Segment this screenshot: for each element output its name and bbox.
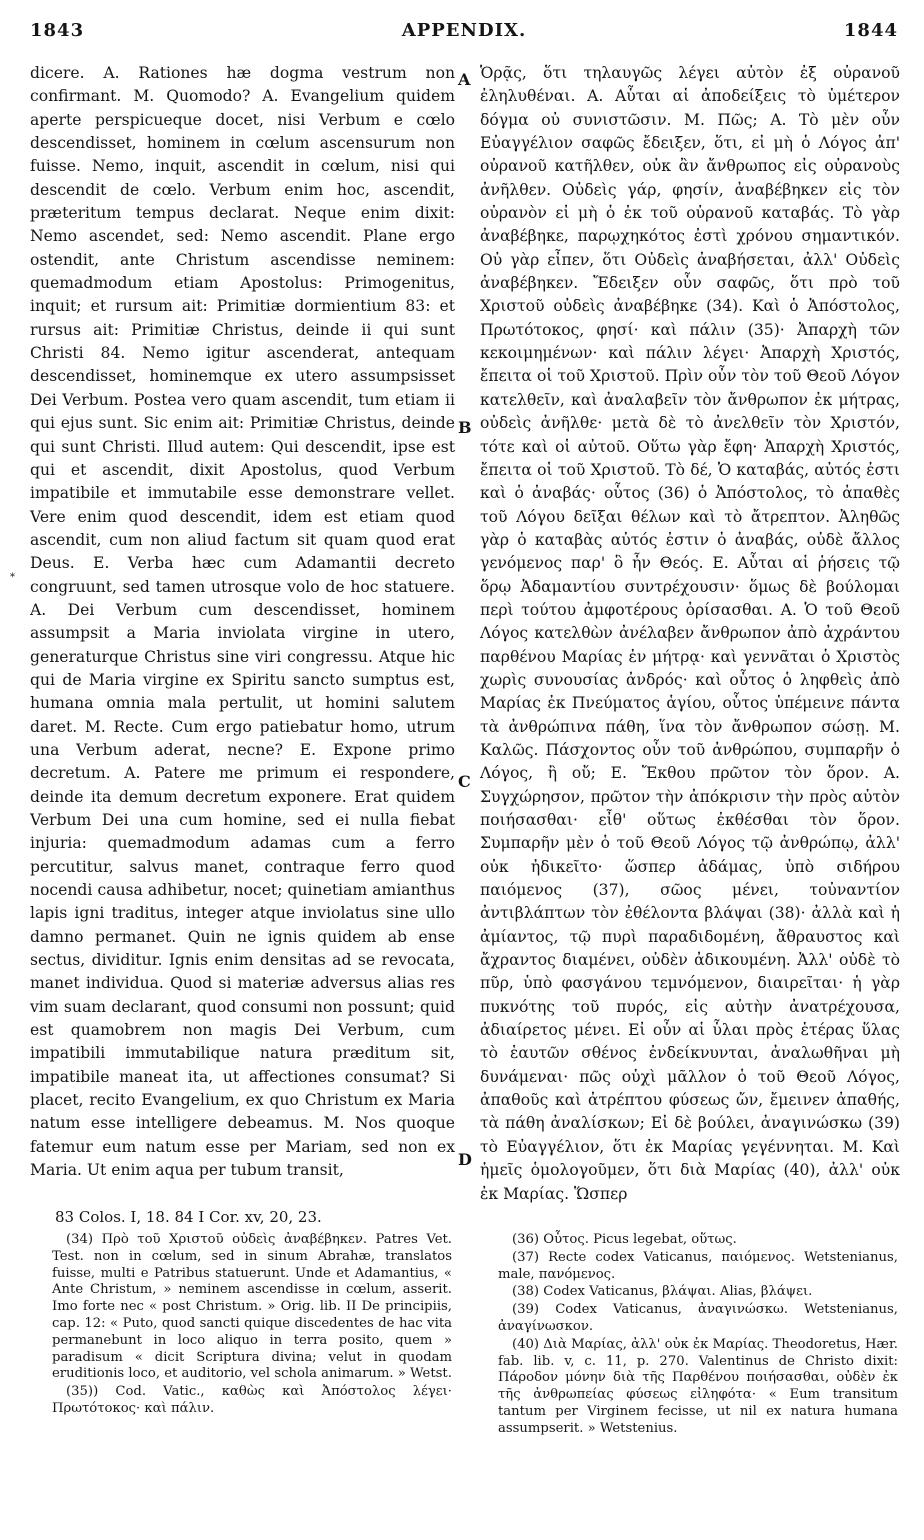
greek-column [480, 62, 900, 1206]
footnote-40: (40) Διὰ Μαρίας, ἀλλ' οὐκ ἐκ Μαρίας. Theodoretus, Hær. fab. lib. v, c. 11, p. 270. Valentinus de Christo dixit: Πάροδον μόνην διὰ τῆς Παρθένου ποιήσασθαι, οὐδὲν ἐκ τῆς ἀνθρωπείας φύσεως εἰληφότα· « Eum transitum tantum per Virginem fecisse, ut nil ex natura humana assumpserit. » Wetstenius. [498, 1336, 898, 1436]
footnotes-right [498, 1232, 898, 1439]
page-number-right: 1844 [843, 20, 898, 41]
scripture-references: 83 Colos. I, 18. 84 I Cor. xv, 20, 23. [55, 1208, 322, 1226]
margin-letter-a: A [458, 70, 471, 89]
page-header [30, 20, 898, 52]
latin-text: dicere. A. Rationes hæ dogma vestrum non confirmant. M. Quomodo? A. Evangelium quidem aperte perspicueque docet, nisi Verbum e cœlo descendisset, hominem in cœlum ascensurum non fuisse. Nemo, inquit, ascendit in cœlum, nisi qui descendit de cœlo. Verbum enim hoc, ascendit, præteritum tempus declarat. Neque enim dixit: Nemo ascendet, sed: Nemo ascendit. Plane ergo ostendit, ante Christum ascendisse neminem: quemadmodum etiam Apostolus: Primogenitus, inquit; et rursum ait: Primitiæ dormientium 83: et rursus ait: Primitiæ Christus, deinde ii qui sunt Christi 84. Nemo igitur ascenderat, antequam descendisset, hominemque ex utero assumpsisset Dei Verbum. Postea vero quam ascendit, tum etiam ii qui ejus sunt. Sic enim ait: Primitiæ Christus, deinde qui sunt Christi. Illud autem: Qui descendit, ipse est qui et ascendit, dixit Apostolus, quod Verbum impatibile et immutabile esse demonstrare vellet. Vere enim quod descendit, idem est etiam quod ascendit, cum non aliud factum sit quam quod erat Deus. E. Verba hæc cum Adamantii decreto congruunt, sed tamen utrosque volo de hoc statuere. A. Dei Verbum cum descendisset, hominem assumpsit a Maria inviolata virgine in utero, generaturque Christus sine viri congressu. Atque hic qui de Maria virgine ex Spiritu sancto sumptus est, humana omnia mala pertulit, ut homini salutem daret. M. Recte. Cum ergo patiebatur homo, utrum una Verbum aderat, necne? E. Expone primo decretum. A. Patere me primum ei respondere, deinde ita demum decretum exponere. Erat quidem Verbum Dei una cum homine, sed ei nulla fiebat injuria: quemadmodum adamas cum a ferro percutitur, salvus manet, contraque ferro quod nocendi causa adhibetur, nocet; quinetiam amianthus lapis igni traditus, integer atque inviolatus sine ullo damno permanet. Quin ne ignis quidem ab ense sectus, dividitur. Ignis enim densitas ad se revocata, manet individua. Quod si materiæ adversus alias res vim suam declarant, quod consumi non possunt; quid est quamobrem non magis Dei Verbum, cum impatibili immutabilique natura præditum sit, impatibile maneat ita, ut affectiones consumat? Si placet, recito Evangelium, ex quo Christum ex Maria natum esse intelligere debeamus. M. Nos quoque fatemur eum natum esse per Mariam, sed non ex Maria. Ut enim aqua per tubum transit, [30, 64, 455, 1180]
greek-text: Ὁρᾷς, ὅτι τηλαυγῶς λέγει αὐτὸν ἐξ οὐρανοῦ ἐληλυθέναι. Α. Αὗται αἱ ἀποδείξεις τὸ ὑμέτερον δόγμα οὐ συνιστῶσιν. Μ. Πῶς; Α. Τὸ μὲν οὖν Εὐαγγέλιον σαφῶς ἔδειξεν, ὅτι, εἰ μὴ ὁ Λόγος ἀπ' οὐρανοῦ κατῆλθεν, οὐκ ἂν ἄνθρωπος εἰς οὐρανοὺς ἀνῆλθεν. Οὐδεὶς γάρ, φησίν, ἀναβέβηκεν εἰς τὸν οὐρανὸν εἰ μὴ ὁ ἐκ τοῦ οὐρανοῦ καταβάς. Τὸ γὰρ ἀναβέβηκε, παρῳχηκότος ἐστὶ χρόνου σημαντικόν. Οὐ γὰρ εἶπεν, ὅτι Οὐδεὶς ἀναβήσεται, ἀλλ' Οὐδεὶς ἀναβέβηκεν. Ἔδειξεν οὖν σαφῶς, ὅτι πρὸ τοῦ Χριστοῦ οὐδεὶς ἀναβέβηκε (34). Καὶ ὁ Ἀπόστολος, Πρωτότοκος, φησί· καὶ πάλιν (35)· Ἀπαρχὴ τῶν κεκοιμημένων· καὶ πάλιν λέγει· Ἀπαρχὴ Χριστός, ἔπειτα οἱ τοῦ Χριστοῦ. Πρὶν οὖν τὸν τοῦ Θεοῦ Λόγον κατελθεῖν, καὶ ἀναλαβεῖν τὸν ἄνθρωπον ἐκ μήτρας, οὐδεὶς ἀνῆλθε· μετὰ δὲ τὸ ἀνελθεῖν τὸν Χριστόν, τότε καὶ οἱ αὐτοῦ. Οὕτω γὰρ ἔφη· Ἀπαρχὴ Χριστός, ἔπειτα οἱ τοῦ Χριστοῦ. Τὸ δέ, Ὁ καταβάς, αὐτός ἐστι καὶ ὁ ἀναβάς· οὗτος (36) ὁ Ἀπόστολος, τὸ ἀπαθὲς τοῦ Λόγου δεῖξαι θέλων καὶ τὸ ἄτρεπτον. Ἀληθῶς γὰρ ὁ καταβὰς αὐτός ἐστιν ὁ ἀναβάς, οὐδὲ ἄλλος γενόμενος παρ' ὃ ἦν Θεός. Ε. Αὗται αἱ ῥήσεις τῷ ὅρῳ Ἀδαμαντίου συντρέχουσιν· ὅμως δὲ βούλομαι περὶ τούτου ἀμφοτέρους ὁρίσασθαι. Α. Ὁ τοῦ Θεοῦ Λόγος κατελθὼν ἀνέλαβεν ἄνθρωπον ἀπὸ ἀχράντου παρθένου Μαρίας ἐν μήτρᾳ· καὶ γεννᾶται ὁ Χριστὸς χωρὶς συνουσίας ἀνδρός· καὶ οὗτος ὁ ληφθεὶς ἀπὸ Μαρίας ἐκ Πνεύματος ἁγίου, οὗτος ὑπέμεινε πάντα τὰ ἀνθρώπινα πάθη, ἵνα τὸν ἄνθρωπον σώσῃ. Μ. Καλῶς. Πάσχοντος οὖν τοῦ ἀνθρώπου, συμπαρῆν ὁ Λόγος, ἢ οὔ; Ε. Ἔκθου πρῶτον τὸν ὅρον. Α. Συγχώρησον, πρῶτον τὴν ἀπόκρισιν τὴν πρὸς αὐτὸν ποιήσασθαι· εἶθ' οὕτως ἐκθέσθαι τὸν ὅρον. Συμπαρῆν μὲν ὁ τοῦ Θεοῦ Λόγος τῷ ἀνθρώπῳ, ἀλλ' οὐκ ἠδικεῖτο· ὥσπερ ἀδάμας, ὑπὸ σιδήρου παιόμενος (37), σῶος μένει, τοὐναντίον ἀντιβλάπτων τὸν ἐθέλοντα βλάψαι (38)· ἀλλὰ καὶ ἡ ἀμίαντος, τῷ πυρὶ παραδιδομένη, ἄθραυστος καὶ ἄχραντος διαμένει, οὐδὲν ἀδικουμένη. Ἀλλ' οὐδὲ τὸ πῦρ, ὑπὸ φασγάνου τεμνόμενον, διαιρεῖται· ἡ γὰρ πυκνότης τοῦ πυρός, εἰς αὐτὴν ἀνατρέχουσα, ἀδιαίρετος μένει. Εἰ οὖν αἱ ὗλαι πρὸς ἑτέρας ὕλας τὸ ἑαυτῶν σθένος ἐνδείκνυνται, ἀναλωθῆναι μὴ δυνάμεναι· πῶς οὐχὶ μᾶλλον ὁ τοῦ Θεοῦ Λόγος, ἀπαθοῦς καὶ ἀτρέπτου φύσεως ὤν, ἔμεινεν ἀπαθής, τὰ πάθη ἀναλίσκων; Εἰ δὲ βούλει, ἀναγινώσκω (39) τὸ Εὐαγγέλιον, ὅτι ἐκ Μαρίας γεγέννηται. Μ. Καὶ ἡμεῖς ὁμολογοῦμεν, ὅτι διὰ Μαρίας (40), ἀλλ' οὐκ ἐκ Μαρίας. Ὥσπερ [480, 64, 900, 1203]
latin-column [30, 62, 455, 1183]
footnote-34: (34) Πρὸ τοῦ Χριστοῦ οὐδεὶς ἀναβέβηκεν. Patres Vet. Test. non in cœlum, sed in sinum Abrahæ, translatos fuisse, multi e Patribus statuerunt. Unde et Adamantius, « Ante Christum, » neminem ascendisse in cœlum, asserit. Imo forte nec « post Christum. » Orig. lib. II De principiis, cap. 12: « Puto, quod sancti quique discedentes de hac vita permanebunt in loco aliquo in terra posito, quem » paradisum « dicit Scriptura divina; velut in quodam eruditionis loco, et auditorio, vel schola animarum. » Wetst. [52, 1232, 452, 1382]
page-number-left: 1843 [30, 20, 85, 41]
footnote-39: (39) Codex Vaticanus, ἀναγινώσκω. Wetstenianus, ἀναγίνωσκον. [498, 1302, 898, 1334]
margin-letter-c: C [458, 772, 471, 791]
margin-letter-d: D [458, 1150, 472, 1169]
footnote-35: (35)) Cod. Vatic., καθὼς καὶ Ἀπόστολος λέγει· Πρωτότοκος· καὶ πάλιν. [52, 1384, 452, 1416]
footnotes-left [52, 1232, 452, 1419]
footnote-36: (36) Οὗτος. Picus legebat, οὕτως. [512, 1232, 737, 1247]
footnote-37: (37) Recte codex Vaticanus, παιόμενος. Wetstenianus, male, πανόμενος. [498, 1249, 898, 1282]
stray-mark: * [10, 572, 15, 583]
footnote-38: (38) Codex Vaticanus, βλάψαι. Alias, βλάψει. [512, 1284, 813, 1300]
margin-letter-b: B [458, 418, 472, 437]
running-title: APPENDIX. [401, 20, 527, 41]
